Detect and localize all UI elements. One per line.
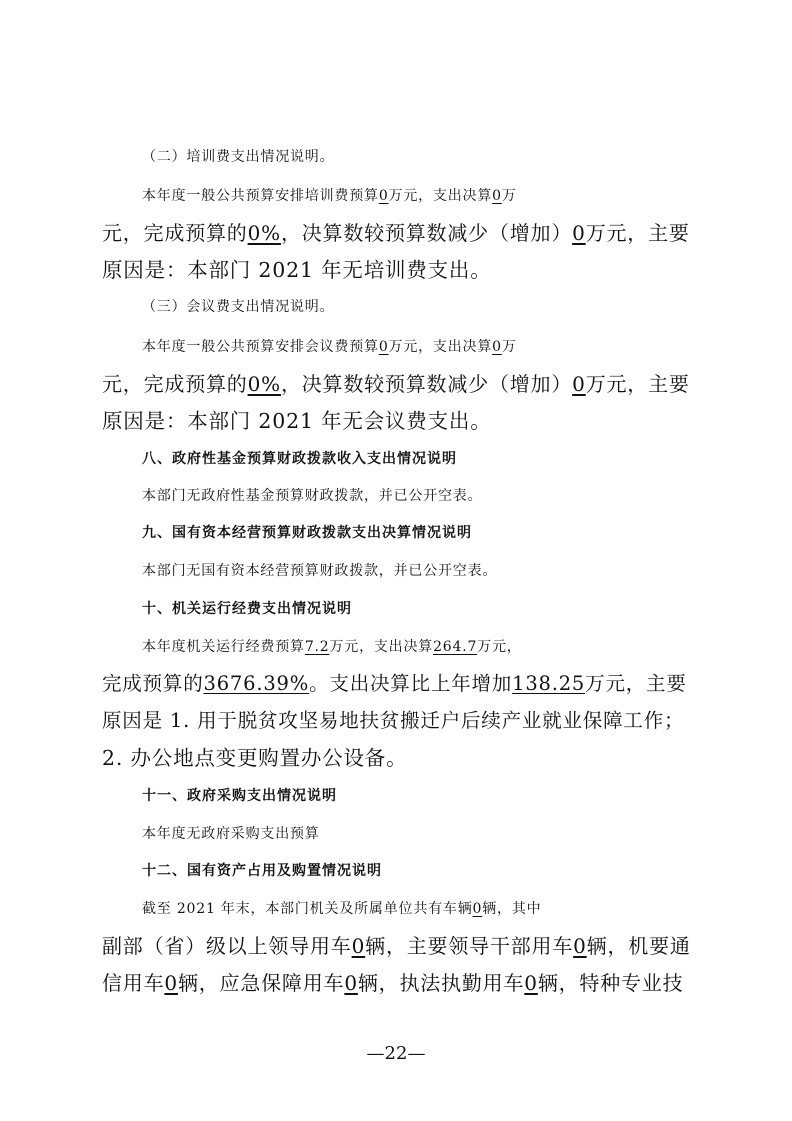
section-heading-procurement: 十一、政府采购支出情况说明	[142, 788, 337, 804]
paragraph-line: 原因是：本部门 2021 年无培训费支出。	[102, 258, 492, 282]
section-heading-state-assets: 十二、国有资产占用及购置情况说明	[142, 863, 382, 879]
section-heading-state-capital: 九、国有资本经营预算财政拨款支出决算情况说明	[142, 525, 472, 541]
paragraph-line: 本年度一般公共预算安排培训费预算0万元，支出决算0万	[142, 188, 517, 204]
section-heading-fund-budget: 八、政府性基金预算财政拨款收入支出情况说明	[142, 451, 457, 467]
paragraph-line: 副部（省）级以上领导用车0辆，主要领导干部用车0辆，机要通	[102, 934, 691, 958]
section-heading-meeting: （三）会议费支出情况说明。	[142, 299, 335, 315]
section-heading-operating-funds: 十、机关运行经费支出情况说明	[142, 601, 352, 617]
page-number: —22—	[366, 1043, 426, 1064]
paragraph-line: 本部门无政府性基金预算财政拨款，并已公开空表。	[142, 488, 483, 504]
paragraph-line: 2. 办公地点变更购置办公设备。	[102, 746, 408, 770]
paragraph-line: 本年度一般公共预算安排会议费预算0万元，支出决算0万	[142, 339, 517, 355]
paragraph-line: 元，完成预算的0%，决算数较预算数减少（增加）0万元，主要	[102, 221, 690, 245]
paragraph-line: 本部门无国有资本经营预算财政拨款，并已公开空表。	[142, 563, 498, 579]
paragraph-line: 本年度无政府采购支出预算	[142, 826, 320, 842]
paragraph-line: 原因是：本部门 2021 年无会议费支出。	[102, 409, 492, 433]
paragraph-line: 截至 2021 年末，本部门机关及所属单位共有车辆0辆，其中	[142, 901, 542, 917]
paragraph-line: 完成预算的3676.39%。支出决算比上年增加138.25万元，主要	[102, 672, 687, 695]
paragraph-line: 元，完成预算的0%，决算数较预算数减少（增加）0万元，主要	[102, 372, 690, 396]
paragraph-line: 本年度机关运行经费预算7.2万元，支出决算264.7万元，	[142, 639, 522, 655]
paragraph-line: 信用车0辆，应急保障用车0辆，执法执勤用车0辆，特种专业技	[102, 971, 684, 995]
paragraph-line: 原因是 1. 用于脱贫攻坚易地扶贫搬迁户后续产业就业保障工作；	[102, 709, 685, 732]
section-heading-training: （二）培训费支出情况说明。	[142, 149, 335, 165]
